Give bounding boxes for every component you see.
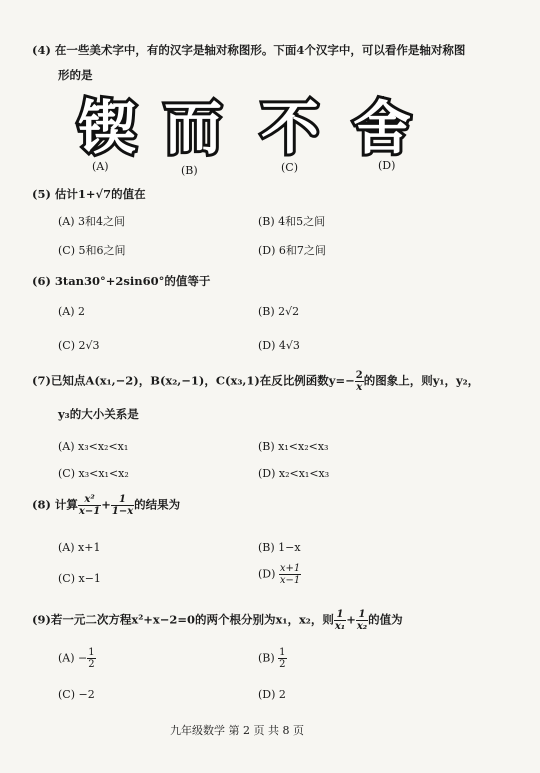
q7-frac-num: 2 [355, 370, 363, 381]
q9-stem [32, 609, 403, 632]
q9-fraction-2 [356, 609, 368, 632]
q9-option-a [58, 647, 96, 670]
q9-text-b: 的值为 [368, 612, 403, 627]
q8-fraction-1 [78, 494, 101, 517]
q8-number: (8) [32, 497, 51, 512]
q8-text-b: 的结果为 [134, 497, 181, 512]
q8-option-d-fraction [279, 563, 301, 586]
q8-option-a: (A) x+1 [58, 541, 101, 554]
q5-stem [32, 186, 146, 202]
q9-opta-den: 2 [88, 659, 95, 670]
glyph-d-label: (D) [378, 159, 396, 172]
q9-text-a: 若一元二次方程x²+x−2=0的两个根分别为x₁，x₂，则 [50, 612, 334, 627]
q7-number: (7) [32, 373, 51, 388]
q6-stem [32, 273, 210, 289]
q9-optb-den: 2 [279, 659, 286, 670]
glyph-d-char: 舍 [352, 94, 412, 158]
q8-option-d-label: (D) [258, 567, 276, 581]
glyph-c-char: 不 [260, 94, 320, 158]
q7-text-b: 的图象上，则y₁，y₂， [363, 373, 480, 388]
q9-option-b-fraction [278, 647, 286, 670]
q7-stem-line1 [32, 370, 479, 393]
q4-stem-line2: 形的是 [58, 68, 93, 82]
q9-plus: + [346, 612, 356, 627]
glyph-a-image [72, 94, 142, 158]
q9-option-b-label: (B) [258, 651, 275, 665]
q8-optd-num: x+1 [279, 563, 301, 574]
q8-f2-den: 1−x [111, 506, 134, 517]
page-footer: 九年级数学 第 2 页 共 8 页 [170, 724, 304, 737]
q9-option-a-fraction [87, 647, 95, 670]
q8-plus: + [101, 497, 111, 512]
q8-f2-num: 1 [111, 494, 134, 506]
glyph-a-label: (A) [92, 160, 109, 173]
q9-option-d: (D) 2 [258, 688, 286, 701]
q9-f1-num: 1 [334, 609, 346, 621]
q5-option-a: (A) 3和4之间 [58, 215, 126, 228]
q8-text-a: 计算 [54, 497, 78, 512]
q8-option-c: (C) x−1 [58, 572, 101, 585]
q8-f1-num: x² [78, 494, 101, 506]
glyph-b-char: 而 [163, 94, 223, 158]
q7-option-c: (C) x₃<x₁<x₂ [58, 467, 129, 480]
q9-option-b [258, 647, 287, 670]
q9-number: (9) [32, 612, 51, 627]
q4-text-1: 在一些美术字中，有的汉字是轴对称图形。下面4个汉字中，可以看作是轴对称图 [54, 43, 466, 57]
q8-stem [32, 494, 180, 517]
q7-option-d: (D) x₂<x₁<x₃ [258, 467, 330, 480]
q4-stem-line1 [32, 42, 465, 58]
q9-optb-num: 1 [279, 647, 286, 658]
q7-option-a: (A) x₃<x₂<x₁ [58, 440, 129, 453]
q5-number: (5) [32, 187, 51, 201]
q8-option-d [258, 563, 301, 586]
q6-option-d: (D) 4√3 [258, 339, 300, 352]
q5-option-c: (C) 5和6之间 [58, 244, 126, 257]
q9-option-a-label: (A) − [58, 651, 88, 665]
q7-frac-den: x [356, 382, 363, 393]
q8-option-b: (B) 1−x [258, 541, 301, 554]
q5-option-d: (D) 6和7之间 [258, 244, 326, 257]
q6-number: (6) [32, 274, 51, 288]
glyph-b-image [158, 94, 228, 158]
glyph-c-label: (C) [281, 161, 298, 174]
q9-f2-den: x₂ [356, 621, 368, 632]
q4-number: (4) [32, 43, 51, 57]
q9-f1-den: x₁ [334, 621, 346, 632]
q8-f1-den: x−1 [78, 506, 101, 517]
q7-option-b: (B) x₁<x₂<x₃ [258, 440, 329, 453]
q9-fraction-1 [334, 609, 346, 632]
q8-fraction-2 [111, 494, 134, 517]
glyph-a-char: 锲 [77, 94, 137, 158]
q7-stem-line2: y₃的大小关系是 [58, 407, 139, 421]
glyph-d-image [347, 94, 417, 158]
q9-option-c: (C) −2 [58, 688, 95, 701]
q8-optd-den: x−1 [279, 575, 301, 586]
q6-option-c: (C) 2√3 [58, 339, 100, 352]
q6-text: 3tan30°+2sin60°的值等于 [54, 274, 211, 288]
q9-opta-num: 1 [88, 647, 95, 658]
q7-text-a: 已知点A(x₁,−2)，B(x₂,−1)，C(x₃,1)在反比例函数y=− [50, 373, 355, 388]
glyph-b-label: (B) [181, 164, 198, 177]
glyph-c-image [255, 94, 325, 158]
q5-option-b: (B) 4和5之间 [258, 215, 326, 228]
q6-option-a: (A) 2 [58, 305, 86, 318]
q9-f2-num: 1 [356, 609, 368, 621]
q6-option-b: (B) 2√2 [258, 305, 300, 318]
q7-fraction [355, 370, 364, 393]
q5-text: 估计1+√7的值在 [54, 187, 146, 201]
